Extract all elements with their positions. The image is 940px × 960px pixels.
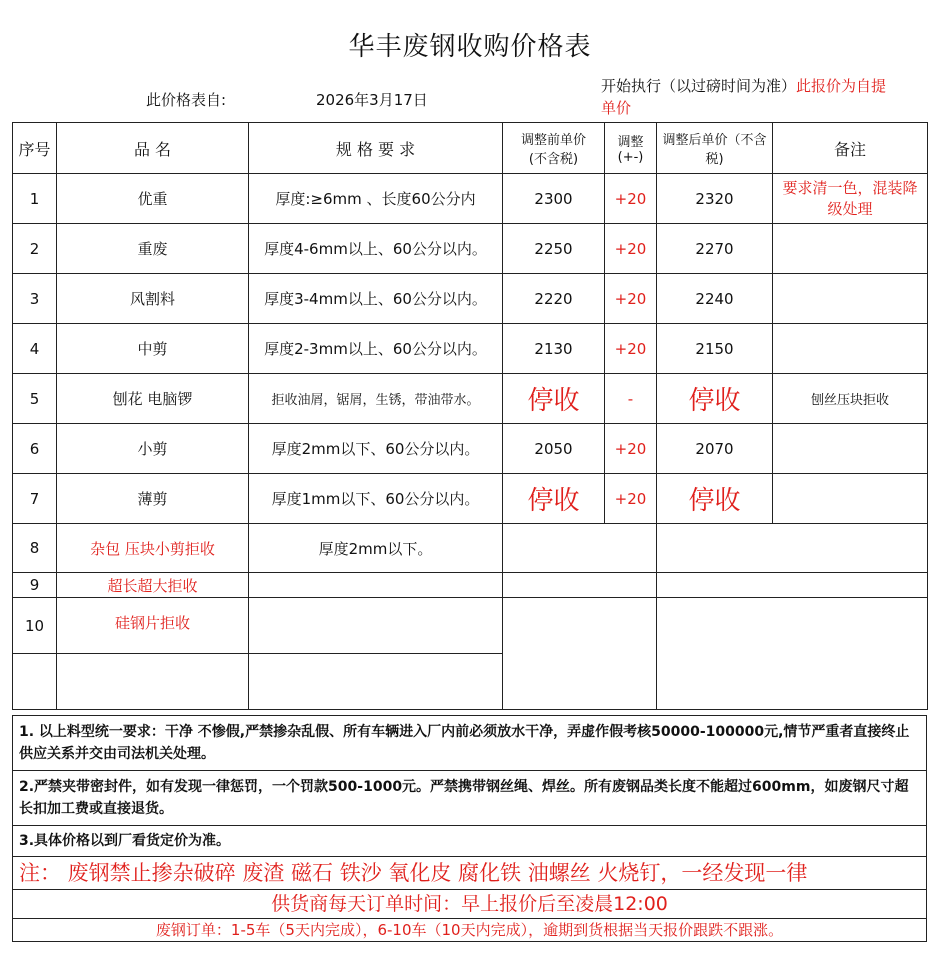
date-label: 此价格表自: [146,91,227,109]
exec-note [601,75,931,119]
table-row [13,474,928,524]
col-before [503,123,605,174]
cell-remark [773,174,928,224]
cell-adj: +20 [605,324,657,374]
col-adj-2: (+-) [617,150,644,165]
remark-line-2: 级处理 [827,199,873,218]
cell-name [57,654,249,710]
cell-spec: 厚度2mm以下。 [249,524,503,573]
cell-no: 3 [13,274,57,324]
cell-before: 停收 [503,374,605,424]
cell-spec [249,573,503,598]
cell-spec: 厚度1mm以下、60公分以内。 [249,474,503,524]
cell-after: 2270 [657,224,773,274]
col-after-2: 税) [705,152,724,167]
col-remark: 备注 [773,123,928,174]
cell-before: 2050 [503,424,605,474]
cell-spec [249,654,503,710]
note-1: 1. 以上料型统一要求：干净 不惨假,严禁掺杂乱假、所有车辆进入厂内前必须放水干净，弄虚作假考核50000-100000元,情节严重者直接终止供应关系并交由司法机关处理。 [13,716,927,771]
table-row [13,424,928,474]
cell-spec: 拒收油屑，锯屑，生锈，带油带水。 [249,374,503,424]
table-row [13,374,928,424]
col-after [657,123,773,174]
cell-after: 2320 [657,174,773,224]
col-adj-1: 调整 [617,135,644,150]
cell-no: 2 [13,224,57,274]
cell-adj: +20 [605,474,657,524]
col-adj [605,123,657,174]
cell-before: 2250 [503,224,605,274]
table-row [13,324,928,374]
note-5: 供货商每天订单时间：早上报价后至凌晨12:00 [13,890,927,919]
cell-after: 停收 [657,374,773,424]
cell-no: 10 [13,598,57,654]
cell-name: 小剪 [57,424,249,474]
cell-remark: 刨丝压块拒收 [773,374,928,424]
exec-red-2: 单价 [601,99,632,117]
exec-red-1: 此报价为自提 [796,77,887,95]
cell-before: 2300 [503,174,605,224]
cell-remark [773,424,928,474]
col-after-1: 调整后单价（不含 [662,133,767,148]
col-before-1: 调整前单价 [520,133,586,148]
cell-no: 1 [13,174,57,224]
col-before-2: (不含税) [528,152,579,167]
cell-no: 8 [13,524,57,573]
cell-remark [773,274,928,324]
exec-text: 开始执行（以过磅时间为准） [601,77,797,95]
cell-name: 重废 [57,224,249,274]
note-3: 3.具体价格以到厂看货定价为准。 [13,826,927,857]
table-header-row [13,123,928,174]
cell-after: 2240 [657,274,773,324]
cell-name: 超长超大拒收 [57,573,249,598]
cell-no: 5 [13,374,57,424]
table-row [13,573,928,598]
page-title: 华丰废钢收购价格表 [348,32,592,62]
cell-spec: 厚度:≥6mm 、长度60公分内 [249,174,503,224]
notes-table [12,715,927,942]
cell-split [657,524,928,573]
cell-split [657,598,928,710]
cell-adj: +20 [605,424,657,474]
cell-adj: - [605,374,657,424]
cell-name: 杂包 压块小剪拒收 [57,524,249,573]
table-row [13,224,928,274]
date-value: 2026年3月17日 [316,91,428,109]
cell-no: 4 [13,324,57,374]
cell-name: 风割料 [57,274,249,324]
cell-remark [773,324,928,374]
cell-adj: +20 [605,174,657,224]
cell-split [503,573,657,598]
cell-after: 2070 [657,424,773,474]
cell-no: 7 [13,474,57,524]
note-6: 废钢订单：1-5车（5天内完成），6-10车（10天内完成），逾期到货根据当天报价跟跌不跟涨。 [13,919,927,942]
cell-remark [773,474,928,524]
col-spec: 规 格 要 求 [249,123,503,174]
cell-after: 停收 [657,474,773,524]
cell-name: 中剪 [57,324,249,374]
remark-line-1: 要求清一色，混装降 [782,178,918,197]
table-row [13,174,928,224]
cell-split [657,573,928,598]
cell-adj: +20 [605,274,657,324]
cell-name: 刨花 电脑锣 [57,374,249,424]
cell-remark [773,224,928,274]
cell-split [503,524,657,573]
cell-name: 硅钢片拒收 [57,598,249,654]
note-4: 注： 废钢禁止掺杂破碎 废渣 磁石 铁沙 氧化皮 腐化铁 油螺丝 火烧钉，一经发现一律 [13,857,927,890]
table-row [13,274,928,324]
cell-no: 9 [13,573,57,598]
cell-after: 2150 [657,324,773,374]
cell-spec: 厚度2-3mm以上、60公分以内。 [249,324,503,374]
table-row [13,524,928,573]
cell-no [13,654,57,710]
note-2: 2.严禁夹带密封件，如有发现一律惩罚，一个罚款500-1000元。严禁携带钢丝绳、焊丝。所有废钢品类长度不能超过600mm，如废钢尺寸超长扣加工费或直接退货。 [13,771,927,826]
col-no: 序号 [13,123,57,174]
cell-spec: 厚度3-4mm以上、60公分以内。 [249,274,503,324]
cell-no: 6 [13,424,57,474]
cell-spec: 厚度4-6mm以上、60公分以内。 [249,224,503,274]
cell-name: 薄剪 [57,474,249,524]
cell-before: 2220 [503,274,605,324]
cell-split [503,598,657,710]
cell-name: 优重 [57,174,249,224]
price-table [12,122,928,710]
table-row [13,598,928,654]
cell-before: 2130 [503,324,605,374]
cell-spec [249,598,503,654]
col-name: 品 名 [57,123,249,174]
cell-spec: 厚度2mm以下、60公分以内。 [249,424,503,474]
cell-adj: +20 [605,224,657,274]
cell-before: 停收 [503,474,605,524]
